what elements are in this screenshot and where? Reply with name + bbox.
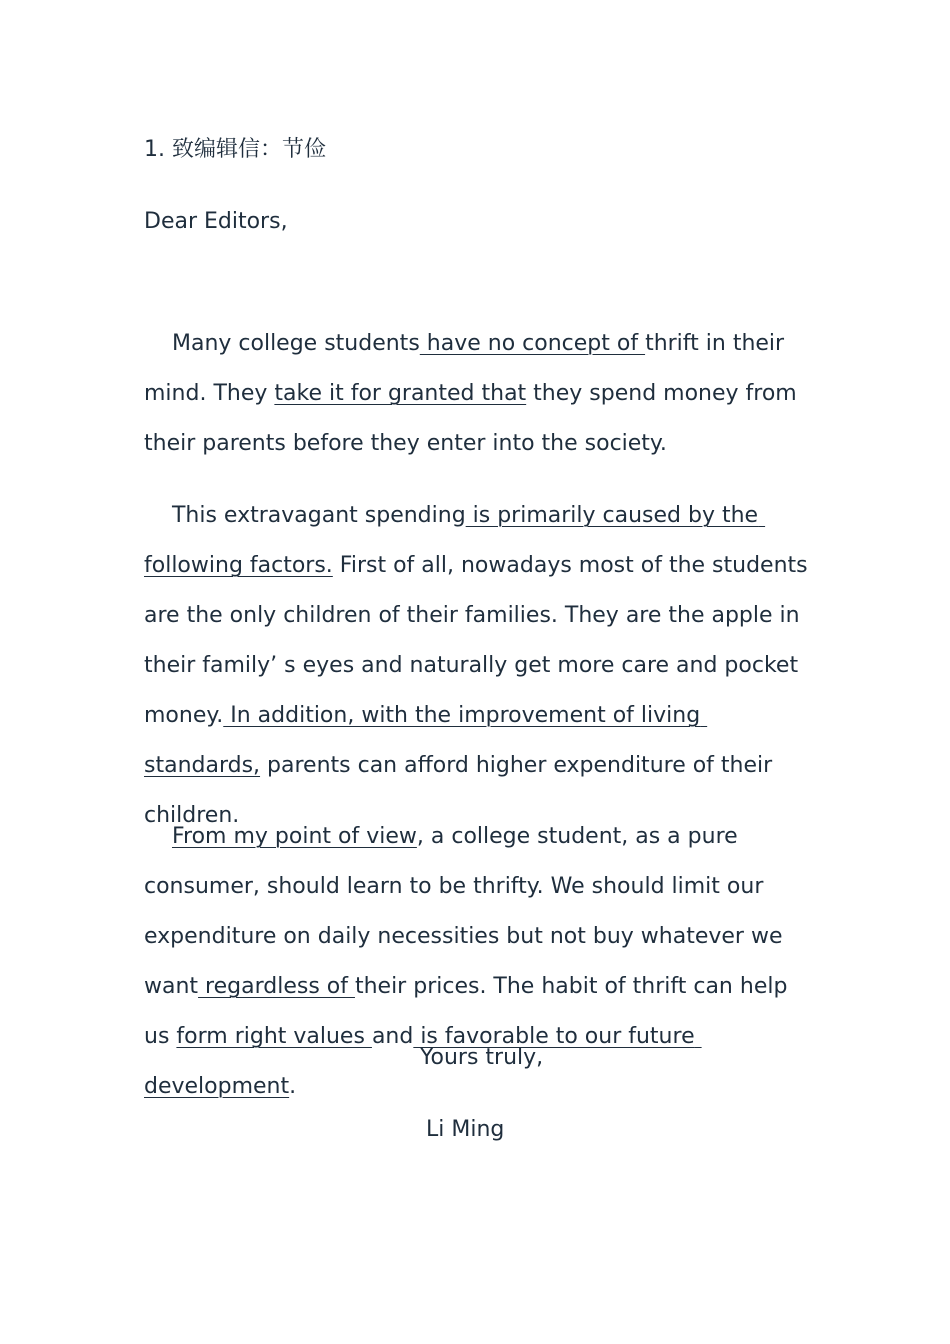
paragraph-1-segment-1: Many college students — [171, 331, 420, 356]
paragraph-2-phrase-primarily-caused-by: is primarily caused by the following factors. — [144, 503, 766, 578]
document-heading: 1. 致编辑信：节俭 — [144, 137, 326, 162]
paragraph-3-phrase-form-right-values: form right values — [176, 1024, 372, 1049]
paragraph-2-segment-5: parents can afford higher expenditure of their children. — [144, 753, 780, 828]
paragraph-2-segment-1: This extravagant spending — [171, 503, 466, 528]
letter-signature: Li Ming — [426, 1117, 505, 1142]
paragraph-3-segment-6: and — [371, 1024, 414, 1049]
paragraph-3-phrase-from-my-point-of-view: From my point of view — [171, 824, 417, 849]
paragraph-2-phrase-in-addition: In addition, with the improvement of living standards, — [144, 703, 708, 778]
paragraph-1-phrase-have-no-concept-of: have no concept of — [419, 331, 646, 356]
paragraph-3-phrase-regardless-of: regardless of — [198, 974, 355, 999]
paragraph-3-segment-8: . — [289, 1074, 297, 1099]
paragraph-1-segment-5: they spend money from their parents before they enter into the society. — [144, 381, 804, 456]
paragraph-1-phrase-take-it-for-granted-that: take it for granted that — [274, 381, 527, 406]
paragraph-3 — [144, 762, 814, 1162]
letter-closing: Yours truly, — [420, 1045, 544, 1070]
salutation: Dear Editors, — [144, 209, 288, 234]
paragraph-3-segment-4: their prices. The habit of thrift can help us — [144, 974, 795, 1049]
paragraph-3-segment-2: , a college student, as a pure consumer, should learn to be thrifty. We should limit our expenditure on daily necessities but not buy whatever we want — [144, 824, 790, 999]
paragraph-1-segment-3: thrift in their mind. They — [144, 331, 792, 406]
paragraph-3-phrase-is-favorable: is favorable to our future development — [144, 1024, 702, 1099]
paragraph-2-segment-3: First of all, nowadays most of the students are the only children of their families. They are the apple in their family’ s eyes and naturally get more care and pocket money. — [144, 553, 815, 728]
